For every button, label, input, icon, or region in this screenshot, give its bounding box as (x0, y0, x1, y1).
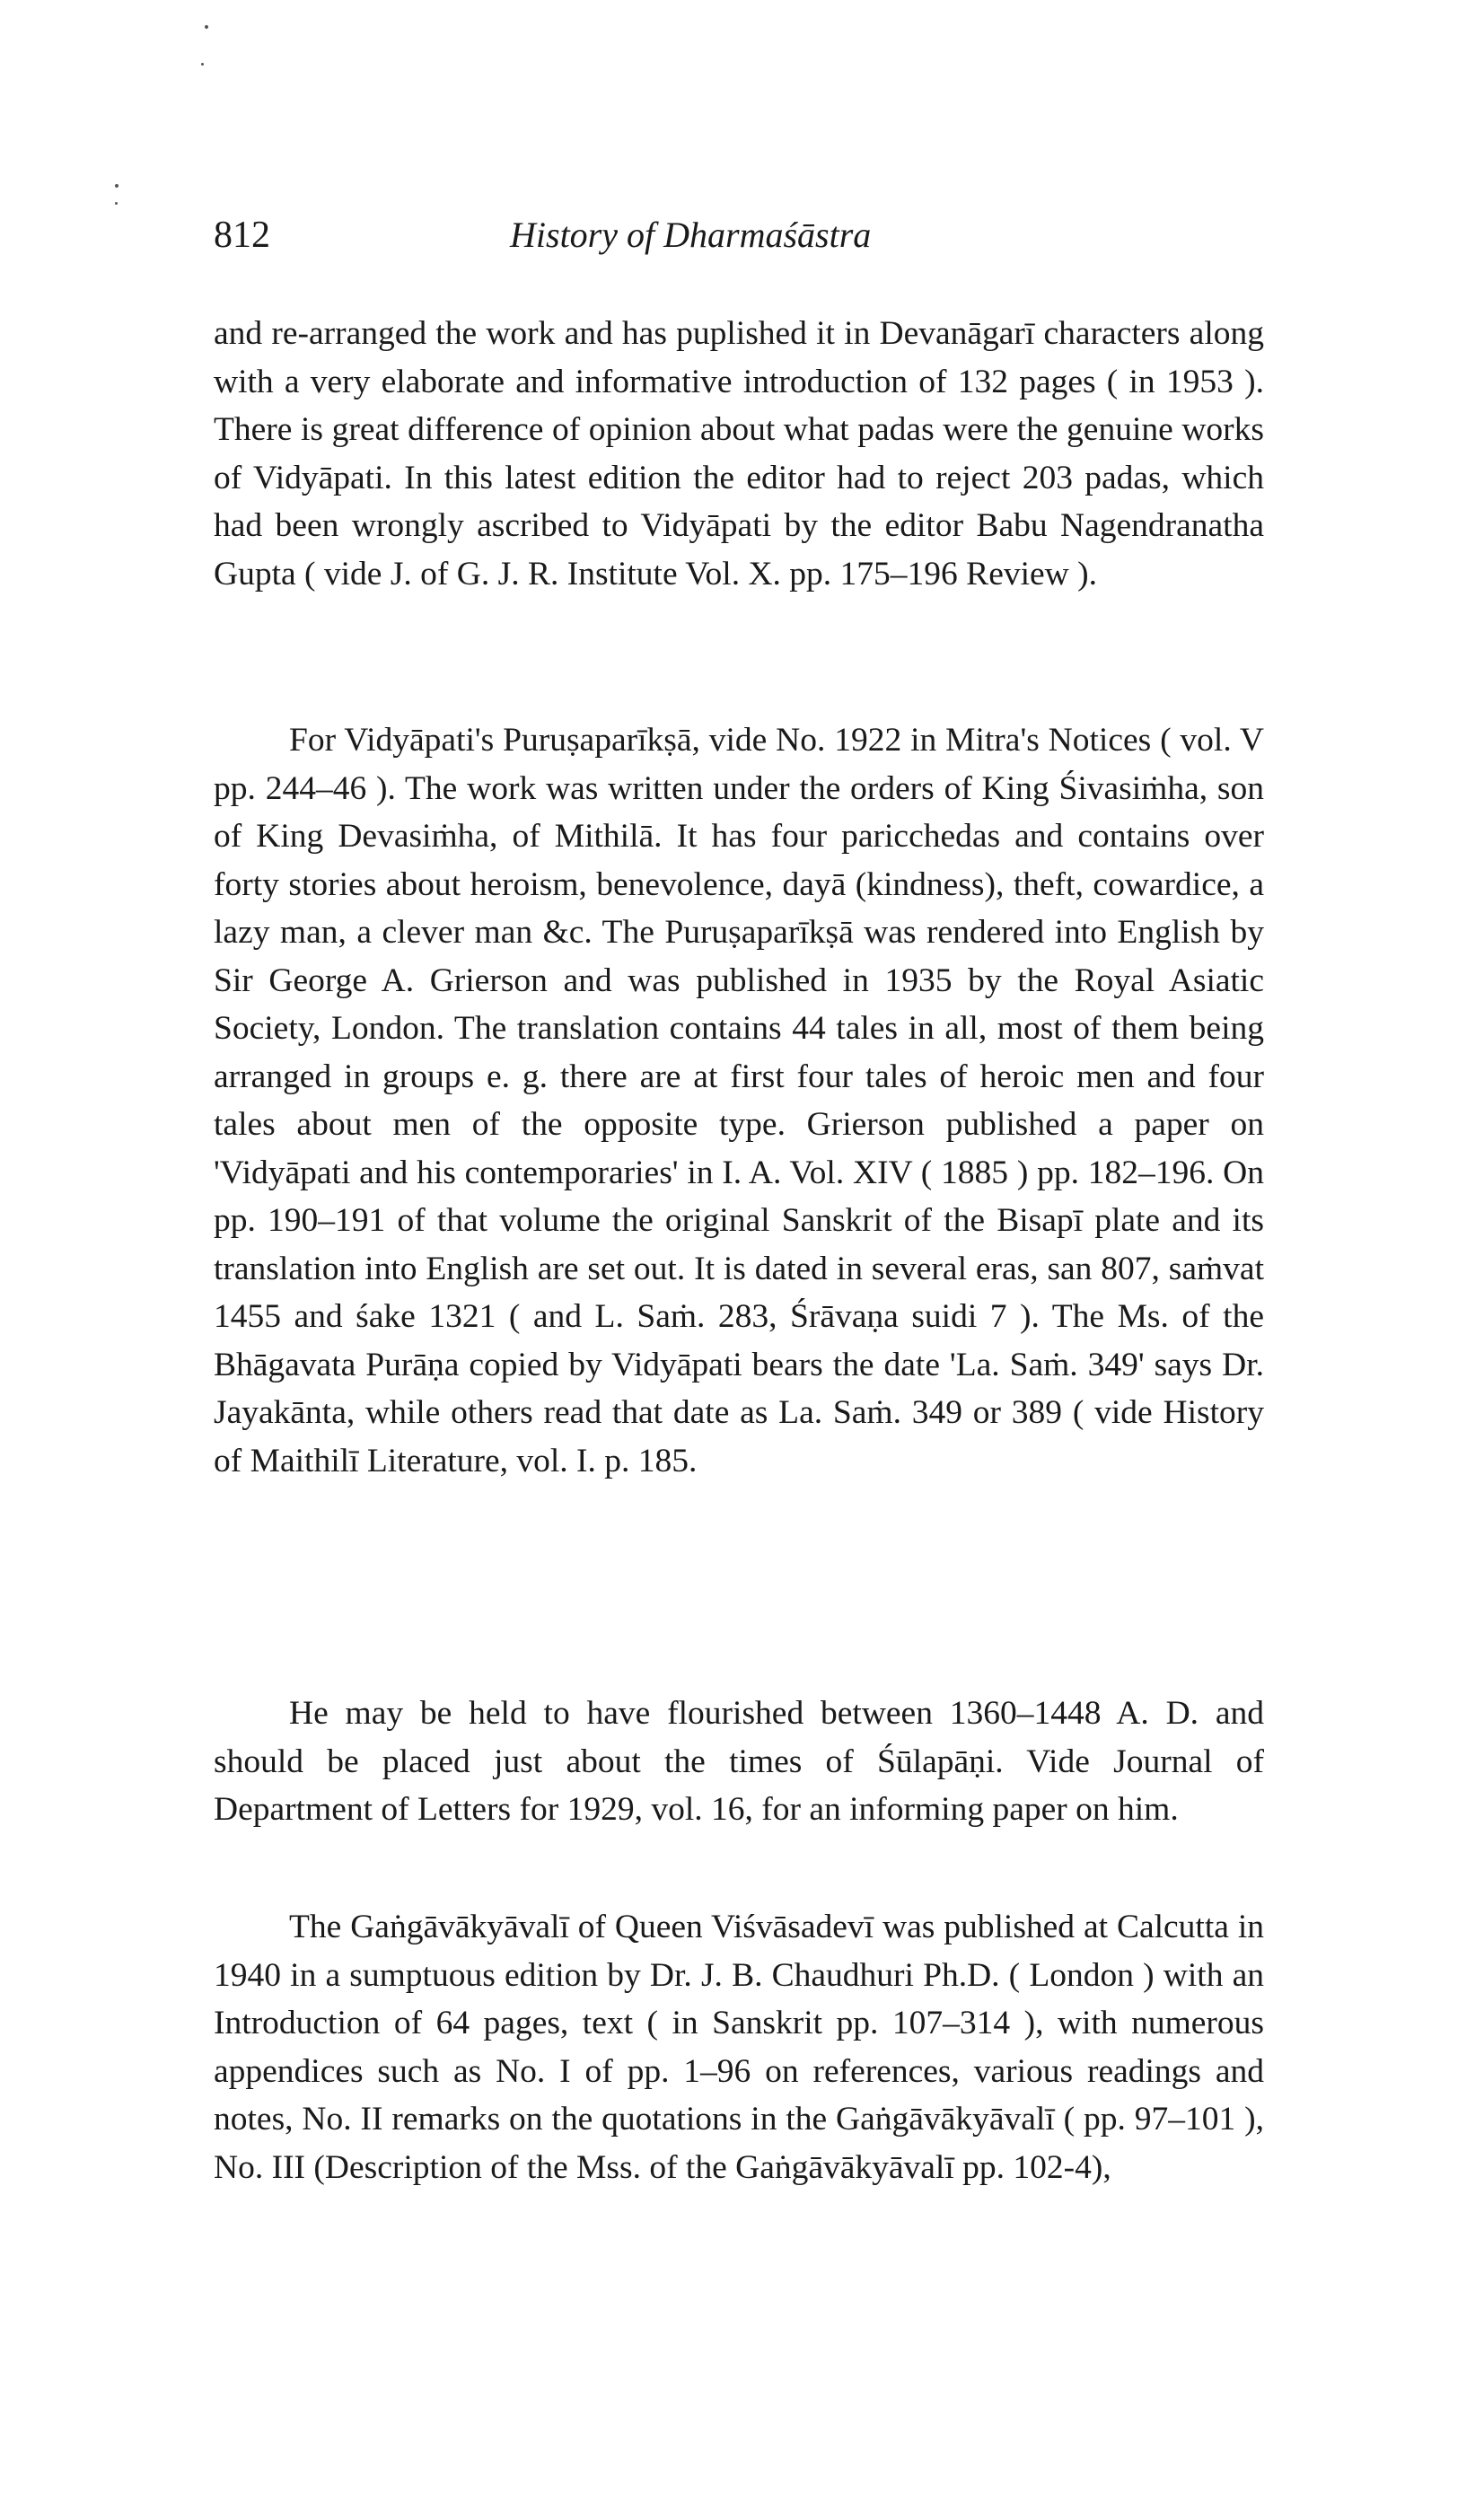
paragraph-text: For Vidyāpati's Puruṣaparīkṣā, vide No. 1922 in Mitra's Notices ( vol. V pp. 244–46 ). The work was written under the orders of King Śivasiṁha, son of King Devasiṁha, of Mithilā. It has four paricchedas and contains over forty stories about heroism, benevolence, dayā (kindness), theft, cowardice, a lazy man, a clever man &c. The Puruṣaparīkṣā was rendered into English by Sir George A. Grierson and was published in 1935 by the Royal Asiatic Society, London. The translation contains 44 tales in all, most of them being arranged in groups e. g. there are at first four tales of heroic men and four tales about men of the opposite type. Grierson published a paper on 'Vidyāpati and his contemporaries' in I. A. Vol. XIV ( 1885 ) pp. 182–196. On pp. 190–191 of that volume the original Sanskrit of the Bisapī plate and its translation into English are set out. It is dated in several eras, san 807, saṁvat 1455 and śake 1321 ( and L. Saṁ. 283, Śrāvaṇa suidi 7 ). The Ms. of the Bhāgavata Purāṇa copied by Vidyāpati bears the date 'La. Saṁ. 349' says Dr. Jayakānta, while others read that date as La. Saṁ. 349 or 389 ( vide History of Maithilī Literature, vol. I. p. 185. (214, 722, 1264, 1479)
running-title: History of Dharmaśāstra (510, 215, 872, 255)
paper-speck (115, 184, 119, 188)
paragraph-text: He may be held to have flourished between 1360–1448 A. D. and should be placed just about the times of Śūlapāṇi. Vide Journal of Department of Letters for 1929, vol. 16, for an informing paper on him. (214, 1695, 1264, 1828)
paper-speck (201, 63, 204, 66)
page-number: 812 (214, 215, 270, 256)
paragraph-text: The Gaṅgāvākyāvalī of Queen Viśvāsadevī was published at Calcutta in 1940 in a sumptuous edition by Dr. J. B. Chaudhuri Ph.D. ( London ) with an Introduction of 64 pages, text ( in Sanskrit pp. 107–314 ), with numerous appendices such as No. I of pp. 1–96 on references, various readings and notes, No. II remarks on the quotations in the Gaṅgāvākyāvalī ( pp. 97–101 ), No. III (Description of the Mss. of the Gaṅgāvākyāvalī pp. 102-4), (214, 1909, 1264, 2186)
paragraph-4 (214, 1903, 1264, 2191)
paper-speck (205, 25, 208, 29)
page-header (214, 208, 1291, 262)
paragraph-3 (214, 1690, 1264, 1834)
paper-speck (115, 202, 118, 205)
paragraph-text: and re-arranged the work and has puplished it in Devanāgarī characters along with a very elaborate and informative introduction of 132 pages ( in 1953 ). There is great difference of opinion about what padas were the genuine works of Vidyāpati. In this latest edition the editor had to reject 203 padas, which had been wrongly ascribed to Vidyāpati by the editor Babu Nagendranatha Gupta ( vide J. of G. J. R. Institute Vol. X. pp. 175–196 Review ). (214, 315, 1264, 593)
paragraph-1 (214, 310, 1264, 598)
paragraph-2 (214, 716, 1264, 1485)
